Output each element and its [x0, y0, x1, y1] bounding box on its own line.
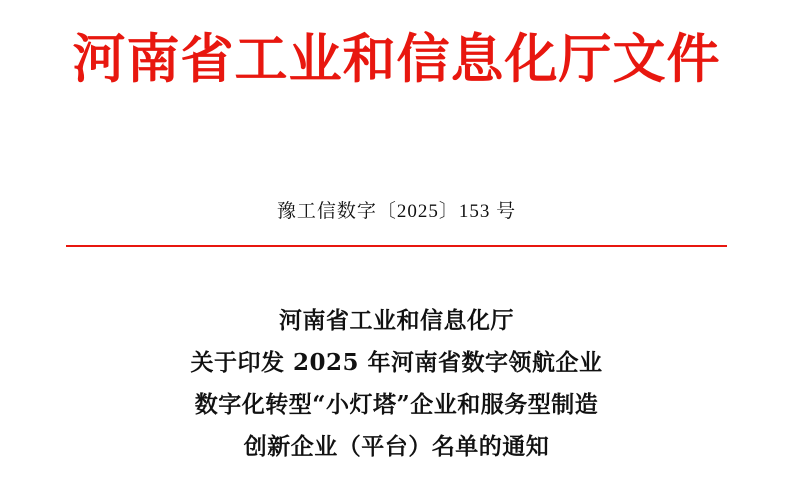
document-title-line-4: 创新企业（平台）名单的通知 — [243, 432, 550, 460]
document-title-block — [0, 300, 793, 467]
document-title-line-2: 关于印发 2025 年河南省数字领航企业 — [190, 348, 603, 376]
document-title-line-1: 河南省工业和信息化厅 — [279, 307, 514, 334]
document-title-line-3: 数字化转型“小灯塔”企业和服务型制造 — [194, 390, 599, 418]
red-horizontal-rule — [66, 245, 727, 247]
document-masthead-title: 河南省工业和信息化厅文件 — [72, 28, 721, 90]
document-number: 豫工信数字〔2025〕153 号 — [276, 201, 517, 222]
